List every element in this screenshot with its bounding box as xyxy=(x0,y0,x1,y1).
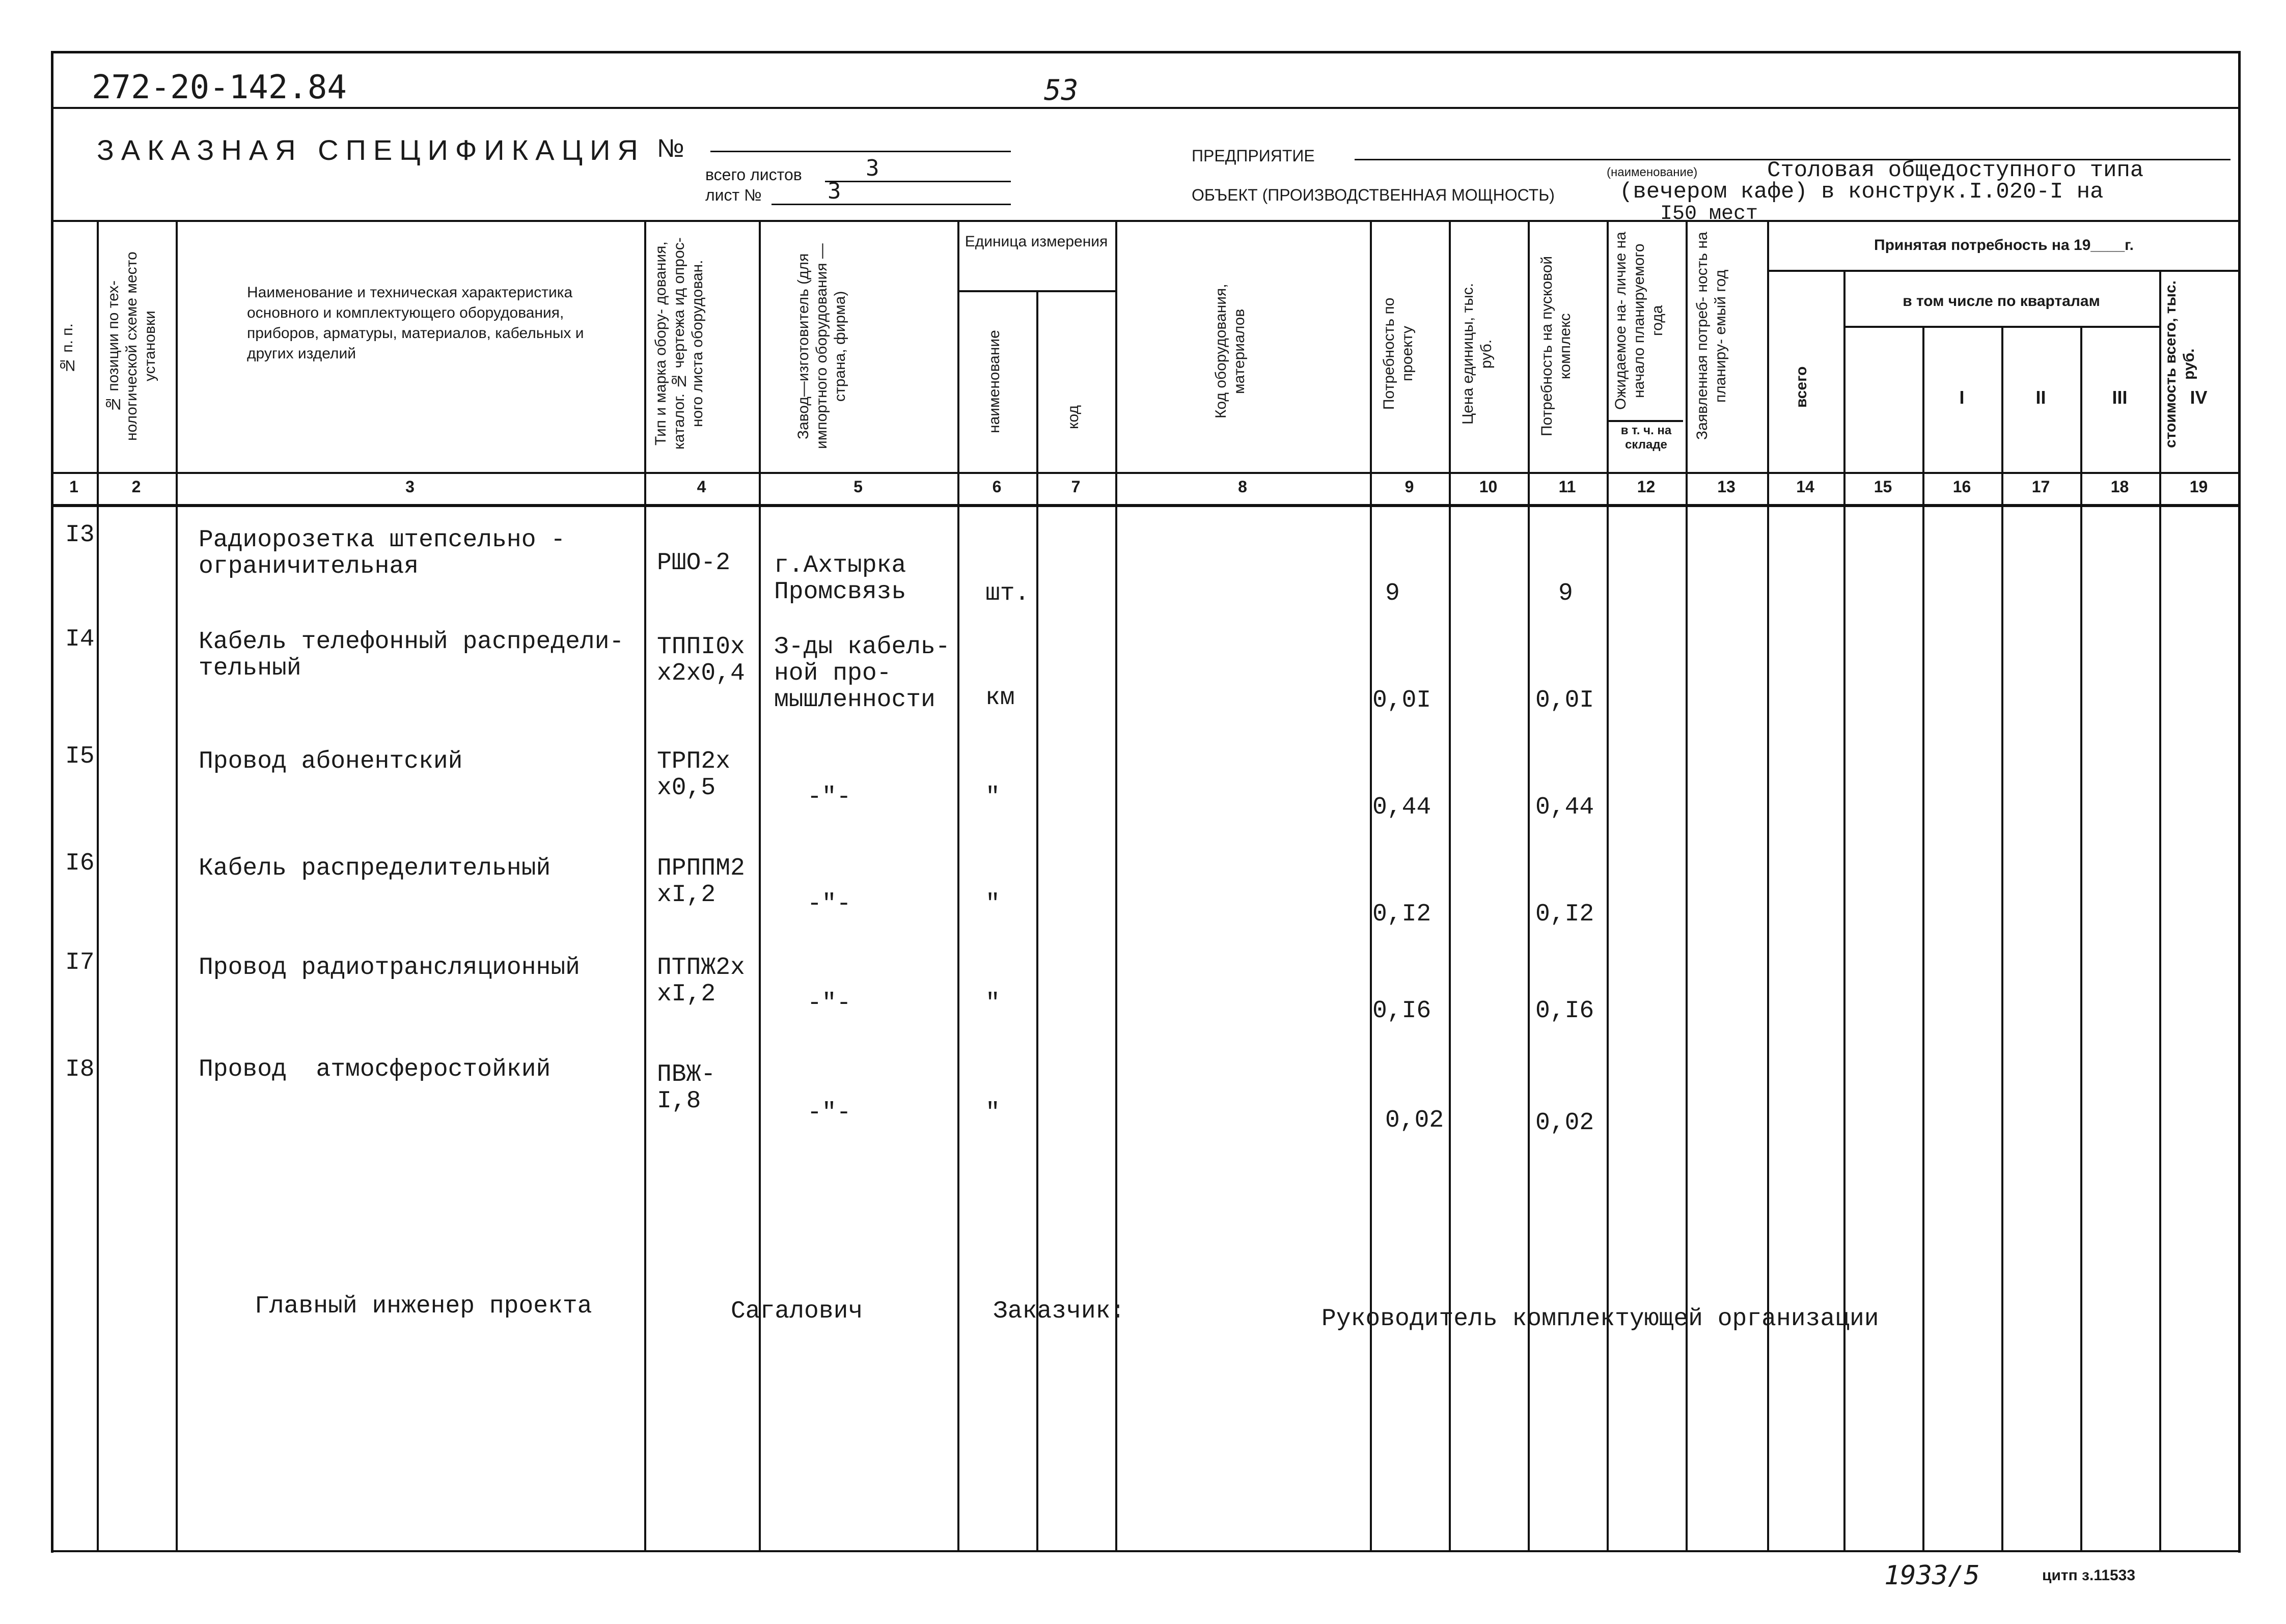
colnum-12: 12 xyxy=(1637,478,1656,496)
col-line-14 xyxy=(1843,270,1846,1551)
colnum-2: 2 xyxy=(131,478,141,496)
footer-number: 1933/5 xyxy=(1884,1560,1980,1591)
customer-label: Заказчик: xyxy=(993,1298,1125,1325)
row-13-maker: г.Ахтырка Промсвязь xyxy=(774,552,906,606)
header-c5: Завод—изготовитель (для импортного оборудования —страна, фирма) xyxy=(795,243,848,449)
row-17-need: 0,I6 xyxy=(1372,997,1431,1025)
header-c7: код xyxy=(1065,405,1082,430)
top-band-divider xyxy=(51,107,2241,109)
row-16-unit: " xyxy=(985,890,1000,918)
header-accepted: Принятая потребность на 19____г. xyxy=(1874,237,2134,254)
doc-number: 272-20-142.84 xyxy=(92,69,347,106)
row-13-unit: шт. xyxy=(985,580,1030,607)
row-15-num: I5 xyxy=(65,743,95,770)
header-c14: всего xyxy=(1793,366,1810,408)
row-17-maker: -"- xyxy=(807,990,851,1017)
header-c2: № позиции по тех- нологической схеме место установки xyxy=(105,251,158,441)
col-line-7 xyxy=(1115,220,1117,1551)
row-18-num: I8 xyxy=(65,1056,95,1083)
row-15-type: ТРП2x x0,5 xyxy=(657,748,731,802)
col-line-18 xyxy=(2159,270,2161,1551)
col-line-1 xyxy=(97,220,99,1551)
col-line-3 xyxy=(644,220,646,1551)
frame-bottom xyxy=(51,1550,2241,1552)
row-17-need-start: 0,I6 xyxy=(1535,997,1594,1025)
colnum-19: 19 xyxy=(2189,478,2208,496)
header-c17: III xyxy=(2112,387,2128,408)
col-line-12 xyxy=(1686,220,1688,1551)
colnum-13: 13 xyxy=(1717,478,1736,496)
row-16-num: I6 xyxy=(65,850,95,877)
row-14-need: 0,0I xyxy=(1372,687,1431,714)
frame-top xyxy=(51,51,2241,53)
total-sheets-value: 3 xyxy=(825,155,1011,182)
row-14-type: ТППI0x x2x0,4 xyxy=(657,633,745,687)
header-c15: I xyxy=(1959,387,1965,408)
row-13-type: РШО-2 xyxy=(657,549,731,577)
colnum-bottom-line xyxy=(51,504,2241,507)
colnum-7: 7 xyxy=(1071,478,1081,496)
colnum-5: 5 xyxy=(853,478,863,496)
row-17-type: ПТПЖ2x xI,2 xyxy=(657,954,745,1008)
col-line-5 xyxy=(957,220,959,1551)
colnum-14: 14 xyxy=(1796,478,1814,496)
row-14-num: I4 xyxy=(65,626,95,653)
enterprise-label: ПРЕДПРИЯТИЕ xyxy=(1192,147,1315,165)
row-14-unit: км xyxy=(985,684,1015,712)
header-c11: Потребность на пусковой комплекс xyxy=(1538,256,1574,437)
row-14-need-start: 0,0I xyxy=(1535,687,1594,714)
row-13-need-start: 9 xyxy=(1558,580,1573,607)
colnum-15: 15 xyxy=(1874,478,1892,496)
row-16-type: ПРППМ2 xI,2 xyxy=(657,855,745,909)
col-line-4 xyxy=(759,220,761,1551)
row-16-maker: -"- xyxy=(807,890,851,918)
header-c16: II xyxy=(2035,387,2046,408)
row-14-name: Кабель телефонный распредели- тельный xyxy=(199,628,624,682)
row-18-maker: -"- xyxy=(807,1099,851,1127)
row-17-name: Провод радиотрансляционный xyxy=(199,954,580,982)
frame-right xyxy=(2238,51,2241,1553)
colnum-10: 10 xyxy=(1479,478,1498,496)
col-line-2 xyxy=(176,220,178,1551)
colnum-9: 9 xyxy=(1404,478,1414,496)
header-top-line xyxy=(51,220,2241,222)
colnum-3: 3 xyxy=(405,478,415,496)
supplier-label: Руководитель комплектующей организации xyxy=(1321,1305,1879,1333)
header-c12b: в т. ч. на складе xyxy=(1620,424,1672,452)
row-15-need-start: 0,44 xyxy=(1535,794,1594,821)
total-sheets-label: всего листов xyxy=(705,165,802,184)
page-title: ЗАКАЗНАЯ СПЕЦИФИКАЦИЯ xyxy=(97,134,645,166)
row-13-name: Радиорозетка штепсельно - ограничительная xyxy=(199,526,566,580)
col-line-13 xyxy=(1767,220,1769,1551)
chief-engineer-name: Сагалович xyxy=(731,1298,863,1325)
row-18-unit: " xyxy=(985,1099,1000,1127)
col-line-15 xyxy=(1922,326,1924,1551)
object-value: (вечером кафе) в конструк.I.020-I на xyxy=(1619,179,2104,205)
col-line-11 xyxy=(1607,220,1609,1551)
col-line-8 xyxy=(1370,220,1372,1551)
colnum-11: 11 xyxy=(1558,478,1576,496)
col-line-17 xyxy=(2080,326,2082,1551)
header-c9: Потребность по проекту xyxy=(1381,297,1416,410)
number-label: № xyxy=(657,134,684,162)
accepted-subline xyxy=(1767,270,2241,272)
colnum-16: 16 xyxy=(1952,478,1971,496)
row-18-need: 0,02 xyxy=(1385,1107,1444,1134)
header-unit: Единица измерения xyxy=(965,233,1108,250)
colnum-18: 18 xyxy=(2110,478,2129,496)
number-line xyxy=(710,151,1011,152)
colnum-4: 4 xyxy=(697,478,706,496)
row-17-num: I7 xyxy=(65,949,95,976)
row-16-need-start: 0,I2 xyxy=(1535,901,1594,928)
col-line-16 xyxy=(2001,326,2003,1551)
header-c13: Заявленная потреб- ность на планиру- емый год xyxy=(1694,232,1729,440)
colnum-6: 6 xyxy=(992,478,1002,496)
row-15-unit: " xyxy=(985,783,1000,811)
row-13-need: 9 xyxy=(1385,580,1400,607)
row-15-maker: -"- xyxy=(807,783,851,811)
row-18-type: ПВЖ- I,8 xyxy=(657,1061,716,1115)
frame-left xyxy=(51,51,53,1553)
stock-subline xyxy=(1607,420,1683,422)
footer-stamp: цитп з.11533 xyxy=(2042,1567,2136,1584)
header-quarters: в том числе по кварталам xyxy=(1903,293,2100,310)
object-value-2: I50 мест xyxy=(1660,203,1758,226)
col-line-10 xyxy=(1528,220,1530,1551)
name-value: Столовая общедоступного типа xyxy=(1767,158,2144,183)
col-line-9 xyxy=(1449,220,1451,1551)
row-17-unit: " xyxy=(985,990,1000,1017)
row-18-name: Провод атмосферостойкий xyxy=(199,1056,551,1083)
sheet-value: 3 xyxy=(772,178,1011,205)
name-label: (наименование) xyxy=(1607,165,1698,179)
header-c6: наименование xyxy=(986,330,1003,434)
sheet-label: лист № xyxy=(705,186,762,204)
header-bottom-line xyxy=(51,472,2241,474)
row-16-name: Кабель распределительный xyxy=(199,855,551,882)
header-c12: Ожидаемое на- личие на начало планируемого года xyxy=(1612,232,1666,410)
header-c3: Наименование и техническая характеристика основного и комплектующего оборудования, приборов, арматуры, материалов, кабельных и других изделий xyxy=(247,284,584,362)
chief-engineer-label: Главный инженер проекта xyxy=(255,1293,592,1320)
object-label: ОБЪЕКТ (ПРОИЗВОДСТВЕННАЯ МОЩНОСТЬ) xyxy=(1192,186,1555,204)
colnum-8: 8 xyxy=(1238,478,1247,496)
header-c19: стоимость всего, тыс. руб. xyxy=(2162,280,2197,448)
row-16-need: 0,I2 xyxy=(1372,901,1431,928)
header-c18: IV xyxy=(2190,387,2208,408)
row-18-need-start: 0,02 xyxy=(1535,1109,1594,1137)
header-c4: Тип и марка обору- дования, каталог. № чертежа ид опрос- ного листа оборудован. xyxy=(652,237,706,450)
row-15-need: 0,44 xyxy=(1372,794,1431,821)
row-13-num: I3 xyxy=(65,521,95,549)
page-number: 53 xyxy=(1044,74,1079,107)
row-15-name: Провод абонентский xyxy=(199,748,463,775)
row-14-maker: З-ды кабель- ной про- мышленности xyxy=(774,633,950,714)
colnum-1: 1 xyxy=(69,478,78,496)
header-c8: Код оборудования, материалов xyxy=(1213,284,1248,419)
header-c10: Цена единицы, тыс. руб. xyxy=(1459,283,1495,425)
colnum-17: 17 xyxy=(2031,478,2050,496)
header-c1: № п. п. xyxy=(59,323,76,374)
